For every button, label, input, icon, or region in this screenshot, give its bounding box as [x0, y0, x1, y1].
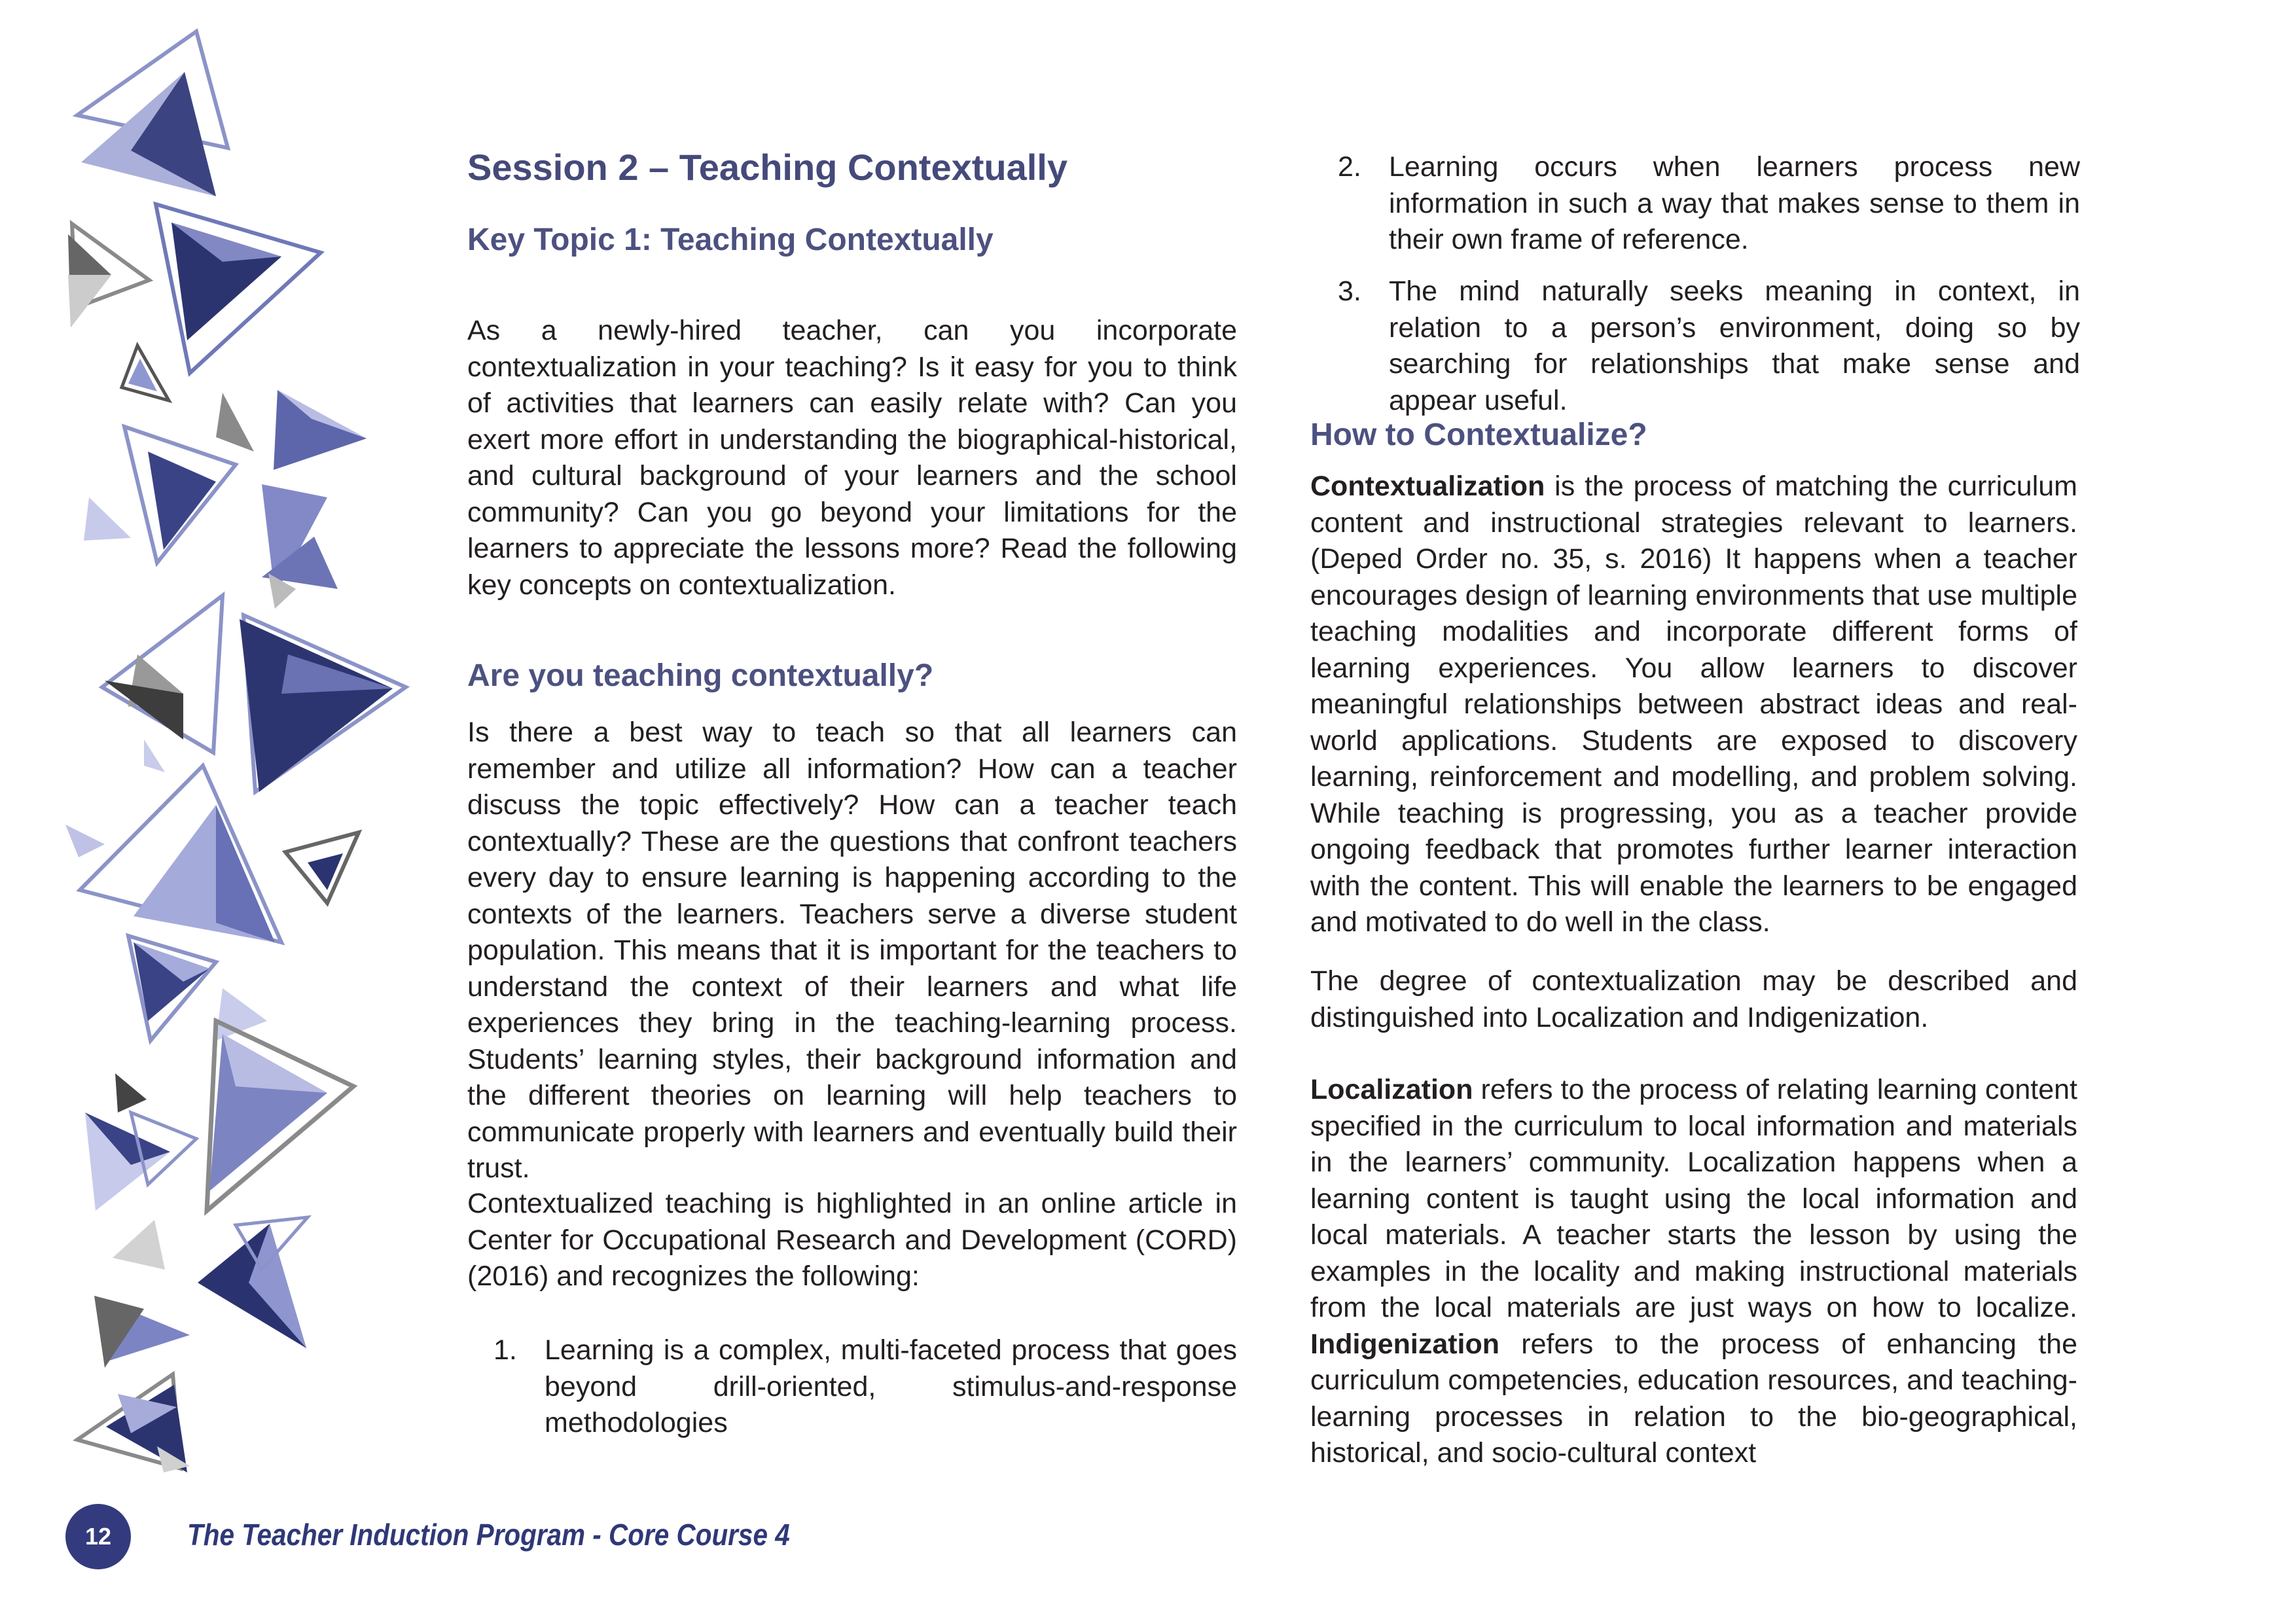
indigenization-text: refers to the process of enhancing the curriculum competencies, education resources, and teaching-learning processes in relation to the bio-geographical, historical, and socio-cultural context: [1310, 1328, 2077, 1469]
indigenization-term: Indigenization: [1310, 1328, 1500, 1360]
question-heading: Are you teaching contextually?: [467, 658, 934, 693]
page-number-badge: 12: [65, 1504, 131, 1569]
localization-term: Localization: [1310, 1074, 1473, 1105]
footer-course-title: The Teacher Induction Program - Core Course 4: [187, 1518, 790, 1552]
contextualization-term: Contextualization: [1310, 471, 1545, 502]
list-number: 1.: [493, 1334, 517, 1366]
degree-paragraph: The degree of contextualization may be described and distinguished into Localization and Indigenization.: [1310, 965, 2077, 1033]
decorative-triangles: [0, 0, 471, 1544]
contextualization-paragraph: [1310, 469, 2077, 941]
contextualization-text: is the process of matching the curriculum content and instructional strategies relevant to learners. (Deped Order no. 35, s. 2016) It happens when a teacher encourages design of learning environments that use multiple teaching modalities and incorporate different forms of learning experiences. You allow learners to discover meaningful relationships between abstract ideas and real-world applications. Students are exposed to discovery learning, reinforcement and modelling, and problem solving. While teaching is progressing, you as a teacher provide ongoing feedback that promotes further learner interaction with the content. This will enable the learners to be engaged and motivated to do well in the class.: [1310, 471, 2077, 938]
list-text: The mind naturally seeks meaning in context, in relation to a person’s environment, doing so by searching for relationships that make sense and appear useful.: [1389, 276, 2080, 416]
key-topic-heading: Key Topic 1: Teaching Contextually: [467, 223, 994, 257]
list-number: 2.: [1338, 151, 1361, 183]
question-paragraph: Is there a best way to teach so that all learners can remember and utilize all information? How can a teacher discuss the topic effectively? How can a teacher teach contextually? These are the questions that confront teachers every day to ensure learning is happening according to the contexts of the learners. Teachers serve a diverse student population. This means that it is important for the teachers to understand the context of their learners and what life experiences they bring in the teaching-learning process. Students’ learning styles, their background information and the different theories on learning will help teachers to communicate properly with learners and eventually build their trust.: [467, 717, 1237, 1184]
intro-paragraph: As a newly-hired teacher, can you incorporate contextualization in your teaching? Is it easy for you to think of activities that learners can easily relate with? Can you exert more effort in understanding the biographical-historical, and cultural background of your learners and the school community? Can you go beyond your limitations for the learners to appreciate the lessons more? Read the following key concepts on contextualization.: [467, 315, 1237, 601]
localization-paragraph: [1310, 1072, 2077, 1472]
list-text: Learning occurs when learners process new information in such a way that makes sense to them in their own frame of reference.: [1389, 151, 2080, 255]
how-heading: How to Contextualize?: [1310, 418, 1647, 452]
list-text: Learning is a complex, multi-faceted process that goes beyond drill-oriented, stimulus-and-response methodologies: [545, 1334, 1237, 1438]
cord-paragraph: Contextualized teaching is highlighted in an online article in Center for Occupational Research and Development (CORD) (2016) and recognizes the following:: [467, 1188, 1237, 1292]
list-number: 3.: [1338, 276, 1361, 307]
localization-text: refers to the process of relating learning content specified in the curriculum to local information and materials in the learners’ community. Localization happens when a learning content is taught using the local information and local materials. A teacher starts the lesson by using the examples in the locality and making instructional materials from the local materials are just ways on how to localize.: [1310, 1074, 2077, 1323]
page-title: Session 2 – Teaching Contextually: [467, 147, 1067, 188]
